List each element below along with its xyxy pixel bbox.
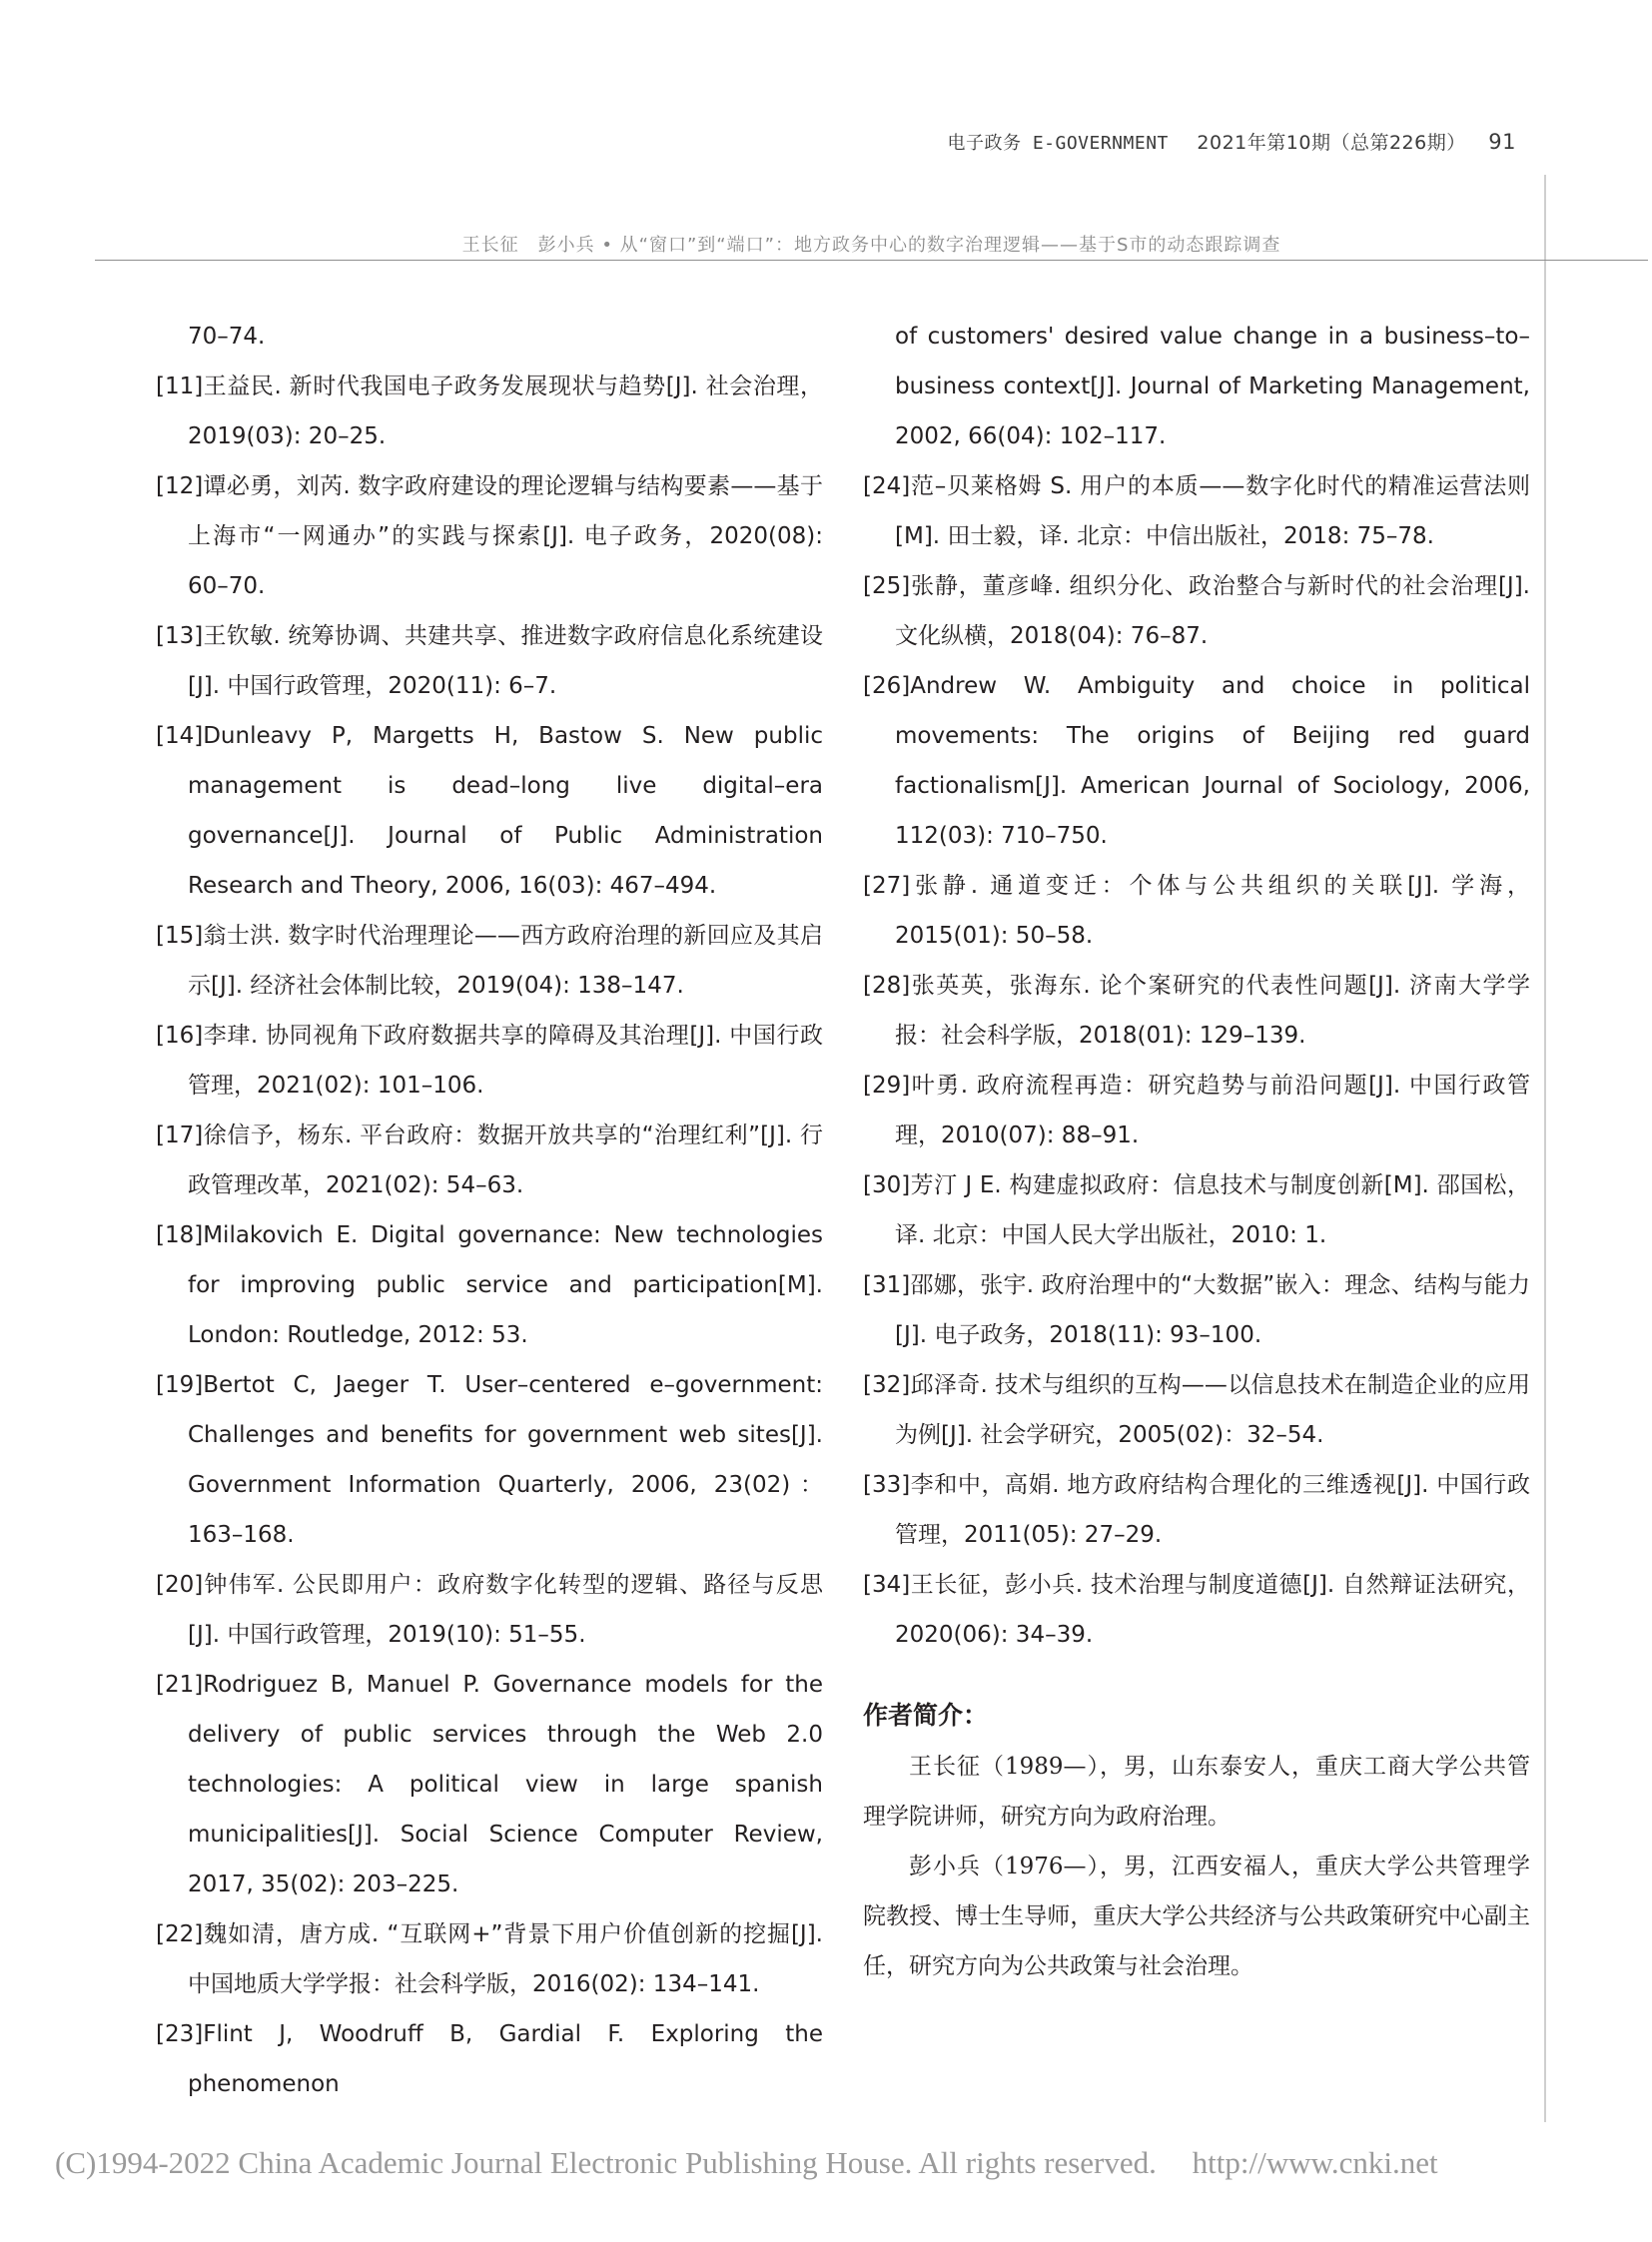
reference-item: [12]谭必勇，刘芮. 数字政府建设的理论逻辑与结构要素——基于上海市“一网通办”的实践与探索[J]. 电子政务，2020(08): 60–70. xyxy=(156,473,823,599)
reference-item: [26]Andrew W. Ambiguity and choice in political movements: The origins of Beijing red guard factionalism[J]. American Journal of Sociology, 2006, 112(03): 710–750. xyxy=(863,673,1530,849)
article-title-line: 王长征 彭小兵 • 从“窗口”到“端口”：地方政务中心的数字治理逻辑——基于S市的动态跟踪调查 xyxy=(461,235,1281,256)
reference-item: [34]王长征，彭小兵. 技术治理与制度道德[J]. 自然辩证法研究，2020(06): 34–39. xyxy=(863,1572,1530,1648)
reference-item: [21]Rodriguez B, Manuel P. Governance models for the delivery of public services through the Web 2.0 technologies: A political view in large spanish municipalities[J]. Social Science Computer Review, 2017, 35(02): 203–225. xyxy=(156,1672,823,1897)
running-header xyxy=(947,128,1516,155)
reference-item: [28]张英英，张海东. 论个案研究的代表性问题[J]. 济南大学学报：社会科学版，2018(01): 129–139. xyxy=(863,973,1530,1049)
reference-item: [17]徐信予，杨东. 平台政府：数据开放共享的“治理红利”[J]. 行政管理改革，2021(02): 54–63. xyxy=(156,1122,823,1198)
reference-item: [32]邱泽奇. 技术与组织的互构——以信息技术在制造企业的应用为例[J]. 社会学研究，2005(02)：32–54. xyxy=(863,1372,1530,1448)
reference-item: [13]王钦敏. 统筹协调、共建共享、推进数字政府信息化系统建设[J]. 中国行政管理，2020(11): 6–7. xyxy=(156,623,823,699)
reference-item: [20]钟伟军. 公民即用户：政府数字化转型的逻辑、路径与反思[J]. 中国行政管理，2019(10): 51–55. xyxy=(156,1572,823,1648)
copyright-footer xyxy=(55,2145,1438,2181)
reference-item: [22]魏如清，唐方成. “互联网+”背景下用户价值创新的挖掘[J]. 中国地质大学学报：社会科学版，2016(02): 134–141. xyxy=(156,1921,823,1997)
page-number: 91 xyxy=(1488,130,1516,154)
reference-item: [19]Bertot C, Jaeger T. User–centered e–government: Challenges and benefits for government web sites[J]. Government Information Quarterly, 2006, 23(02)：163–168. xyxy=(156,1372,823,1548)
margin-rule xyxy=(1544,175,1546,2122)
reference-item: 70–74. xyxy=(188,324,266,350)
left-column xyxy=(156,312,823,2109)
author-bio-heading: 作者简介： xyxy=(863,1701,989,1730)
reference-item: [14]Dunleavy P, Margetts H, Bastow S. New public management is dead–long live digital–era governance[J]. Journal of Public Administration Research and Theory, 2006, 16(03): 467–494. xyxy=(156,723,823,899)
reference-item: [30]芳汀 J E. 构建虚拟政府：信息技术与制度创新[M]. 邵国松，译. 北京：中国人民大学出版社，2010: 1. xyxy=(863,1172,1530,1248)
right-column xyxy=(863,312,1530,1991)
reference-item: [16]李珒. 协同视角下政府数据共享的障碍及其治理[J]. 中国行政管理，2021(02): 101–106. xyxy=(156,1023,823,1099)
reference-item: [15]翁士洪. 数字时代治理理论——西方政府治理的新回应及其启示[J]. 经济社会体制比较，2019(04): 138–147. xyxy=(156,923,823,999)
journal-name: 电子政务 E-GOVERNMENT xyxy=(947,133,1169,154)
reference-item: [23]Flint J, Woodruff B, Gardial F. Exploring the phenomenon xyxy=(156,2021,823,2097)
reference-item: of customers' desired value change in a business–to–business context[J]. Journal of Marketing Management, 2002, 66(04): 102–117. xyxy=(895,324,1530,449)
issue-info: 2021年第10期（总第226期） xyxy=(1197,132,1466,154)
author-bio-paragraph: 彭小兵（1976—），男，江西安福人，重庆大学公共管理学院教授、博士生导师，重庆大学公共经济与公共政策研究中心副主任，研究方向为公共政策与社会治理。 xyxy=(863,1854,1530,1979)
copyright-text: (C)1994-2022 China Academic Journal Electronic Publishing House. All rights reserved. xyxy=(55,2145,1157,2180)
reference-item: [33]李和中，高娟. 地方政府结构合理化的三维透视[J]. 中国行政管理，2011(05): 27–29. xyxy=(863,1472,1530,1548)
reference-item: [31]邵娜，张宇. 政府治理中的“大数据”嵌入：理念、结构与能力[J]. 电子政务，2018(11): 93–100. xyxy=(863,1272,1530,1348)
author-bio-paragraph: 王长征（1989—），男，山东泰安人，重庆工商大学公共管理学院讲师，研究方向为政府治理。 xyxy=(863,1754,1530,1830)
reference-item: [25]张静，董彦峰. 组织分化、政治整合与新时代的社会治理[J]. 文化纵横，2018(04): 76–87. xyxy=(863,573,1530,649)
cnki-link[interactable]: http://www.cnki.net xyxy=(1192,2145,1438,2180)
reference-item: [27]张静. 通道变迁：个体与公共组织的关联[J]. 学海，2015(01): 50–58. xyxy=(863,873,1530,949)
title-divider xyxy=(95,260,1648,261)
reference-item: [18]Milakovich E. Digital governance: New technologies for improving public service and participation[M]. London: Routledge, 2012: 53. xyxy=(156,1222,823,1348)
reference-item: [29]叶勇. 政府流程再造：研究趋势与前沿问题[J]. 中国行政管理，2010(07): 88–91. xyxy=(863,1073,1530,1148)
reference-item: [24]范–贝莱格姆 S. 用户的本质——数字化时代的精准运营法则[M]. 田士毅，译. 北京：中信出版社，2018: 75–78. xyxy=(863,473,1530,549)
reference-item: [11]王益民. 新时代我国电子政务发展现状与趋势[J]. 社会治理，2019(03): 20–25. xyxy=(156,374,823,449)
